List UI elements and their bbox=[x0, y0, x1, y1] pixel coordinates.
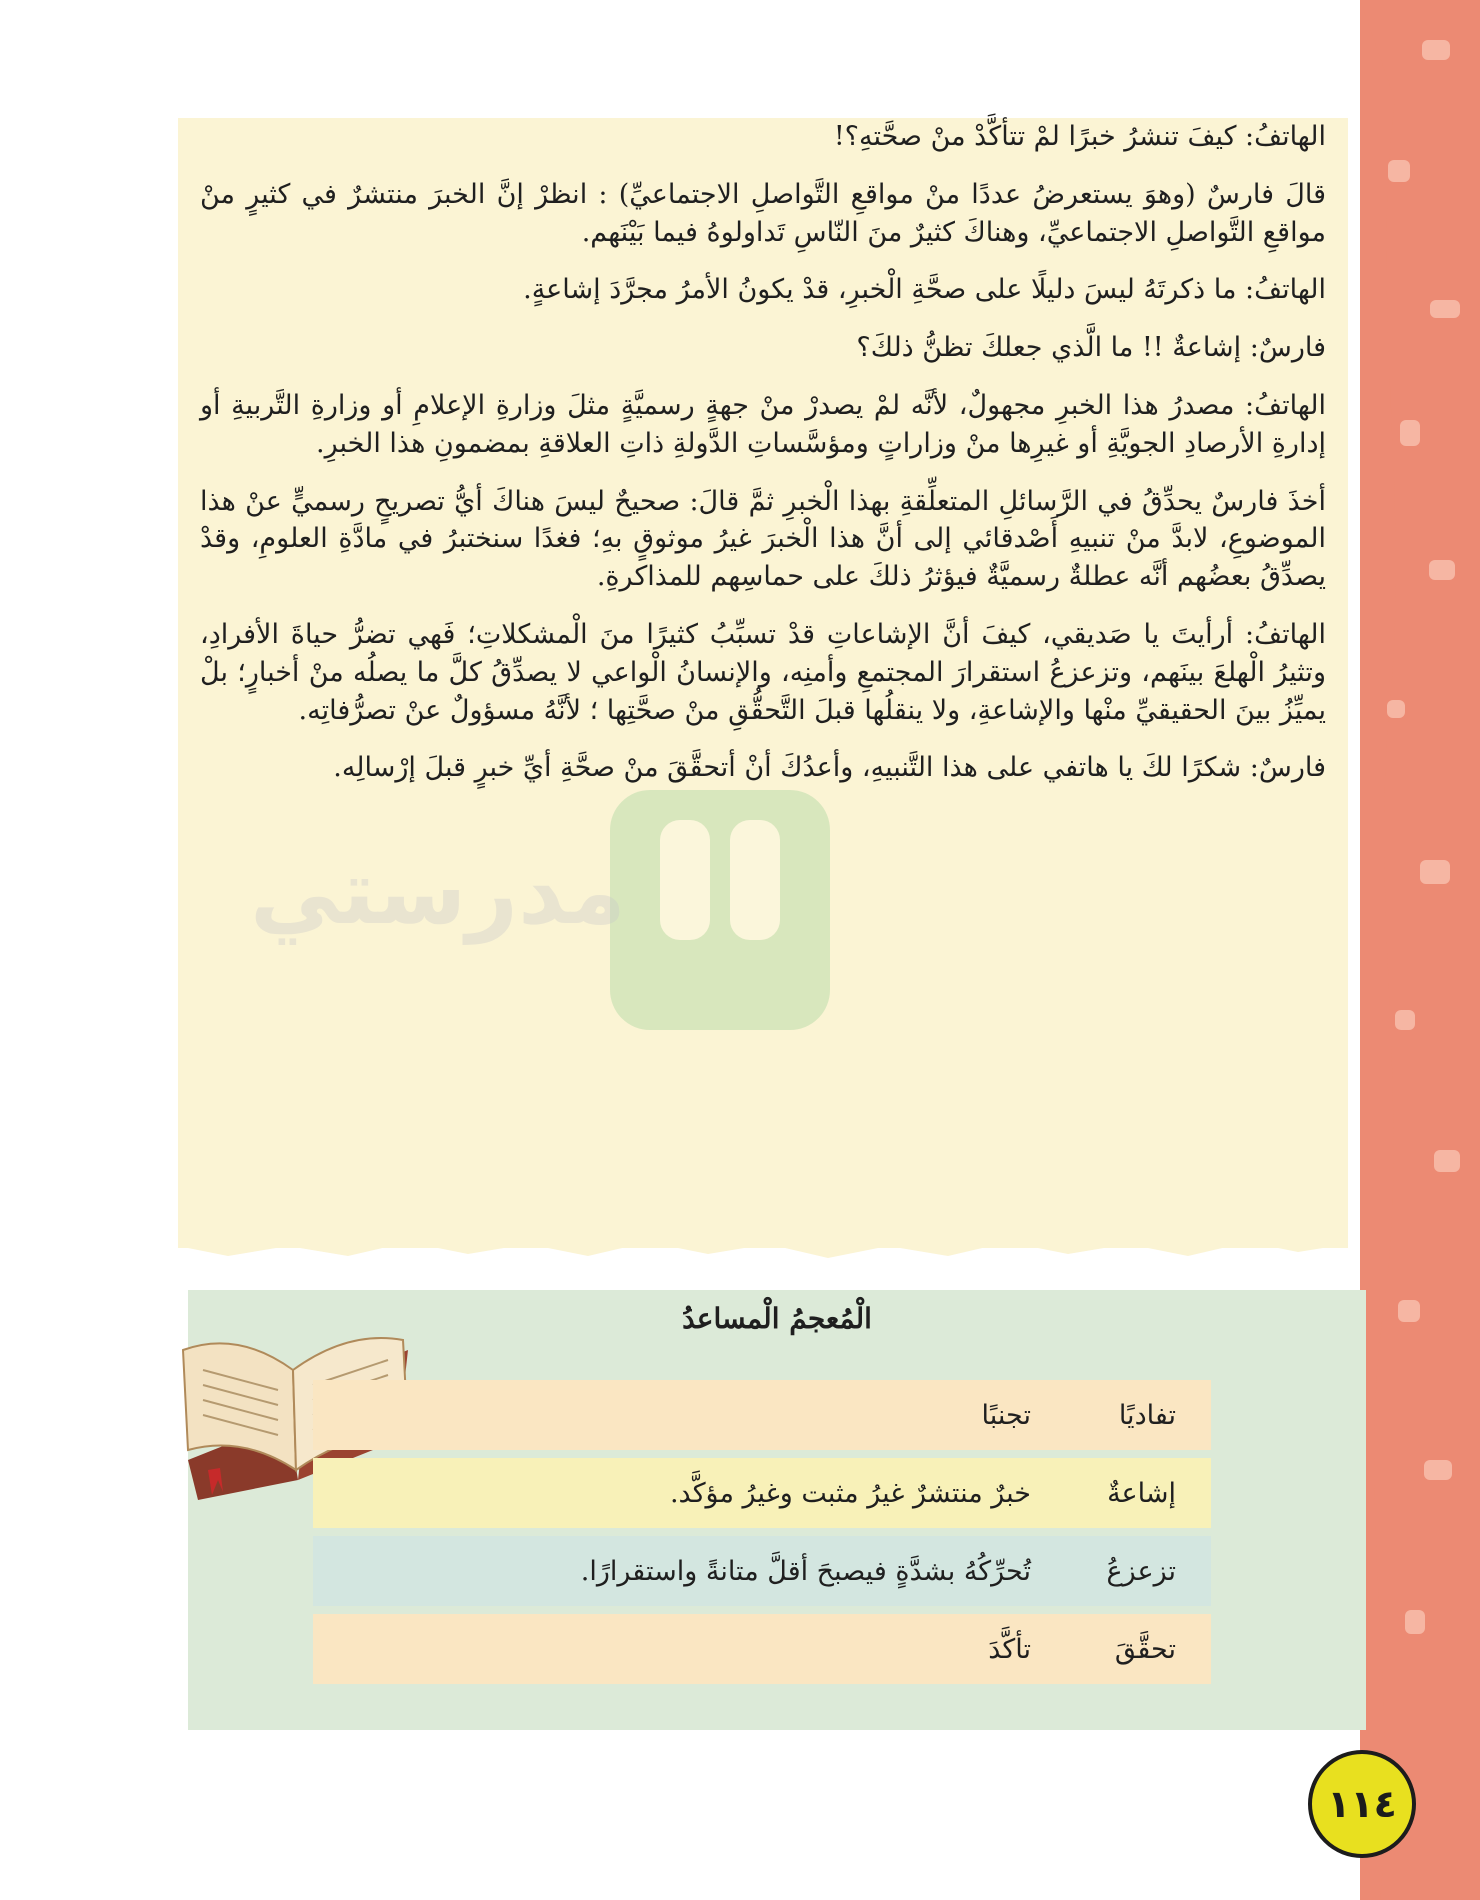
glossary-word: تحقَّقَ bbox=[1114, 1633, 1176, 1665]
glossary-panel bbox=[188, 1290, 1366, 1730]
story-panel bbox=[178, 118, 1348, 1248]
glossary-row bbox=[313, 1614, 1211, 1684]
glossary-meaning: خبرٌ منتشرٌ غيرُ مثبت وغيرُ مؤكَّد. bbox=[669, 1477, 1031, 1509]
watermark-text: مدرستي bbox=[250, 840, 626, 945]
glossary-meaning: تُحرِّكُهُ بشدَّةٍ فيصبحَ أقلَّ متانةً واستقرارًا. bbox=[580, 1555, 1031, 1587]
story-paragraph: الهاتفُ: أرأيتَ يا صَديقي، كيفَ أنَّ الإشاعاتِ قدْ تسبِّبُ كثيرًا منَ الْمشكلاتِ؛ فَهي تضرُّ حياةَ الأفرادِ، وتثيرُ الْهلعَ بينَهم، وتزعزعُ استقرارَ المجتمعِ وأمنِه، والإنسانُ الْواعي لا يصدِّقُ كلَّ ما يصلُه منْ أخبارٍ؛ بلْ يميِّزُ بينَ الحقيقيِّ منْها والإشاعةِ، ولا ينقلُها قبلَ التَّحقُّقِ منْ صحَّتِها ؛ لأنَّهُ مسؤولٌ عنْ تصرُّفاتِه. bbox=[200, 618, 1326, 726]
glossary-word: إشاعةٌ bbox=[1107, 1477, 1176, 1509]
glossary-word: تزعزعُ bbox=[1106, 1555, 1176, 1587]
story-text bbox=[200, 118, 1326, 807]
glossary-row bbox=[313, 1536, 1211, 1606]
story-paragraph: قالَ فارسٌ (وهوَ يستعرضُ عددًا منْ مواقعِ التَّواصلِ الاجتماعيِّ) : انظرْ إنَّ الخبرَ منتشرٌ في كثيرٍ منْ مواقعِ التَّواصلِ الاجتماعيِّ، وهناكَ كثيرٌ منَ النّاسِ تَداولوهُ فيما بَيْنَهم. bbox=[200, 178, 1326, 248]
glossary-row bbox=[313, 1380, 1211, 1450]
story-paragraph: فارسٌ: شكرًا لكَ يا هاتفي على هذا التَّنبيهِ، وأعدُكَ أنْ أتحقَّقَ منْ صحَّةِ أيِّ خبرٍ قبلَ إرْسالِه. bbox=[333, 752, 1326, 784]
glossary-meaning: تأكَّدَ bbox=[988, 1633, 1031, 1665]
glossary-table bbox=[313, 1380, 1211, 1692]
glossary-meaning: تجنبًا bbox=[981, 1399, 1031, 1431]
story-paragraph: أخذَ فارسٌ يحدِّقُ في الرَّسائلِ المتعلِّقةِ بهذا الْخبرِ ثمَّ قالَ: صحيحٌ ليسَ هناكَ أيُّ تصريحٍ رسميٍّ عنْ هذا الموضوعِ، لابدَّ منْ تنبيهِ أَصْدقائي إلى أنَّ هذا الْخبرَ غيرُ موثوقٍ بهِ؛ فغدًا سنختبرُ في مادَّةِ العلومِ، وقدْ يصدِّقُ بعضُهم أنَّه عطلةٌ رسميَّةٌ فيؤثرُ ذلكَ على حماسِهم للمذاكرةِ. bbox=[200, 485, 1326, 593]
glossary-row bbox=[313, 1458, 1211, 1528]
story-paragraph: الهاتفُ: ما ذكرتَهُ ليسَ دليلًا على صحَّةِ الْخبرِ، قدْ يكونُ الأمرُ مجرَّدَ إشاعةٍ. bbox=[523, 274, 1326, 306]
story-paragraph: فارسٌ: إشاعةٌ !! ما الَّذي جعلكَ تظنُّ ذلكَ؟ bbox=[856, 332, 1326, 364]
story-paragraph: الهاتفُ: كيفَ تنشرُ خبرًا لمْ تتأكَّدْ منْ صحَّتهِ؟! bbox=[833, 121, 1326, 152]
page-number: ١١٤ bbox=[1308, 1750, 1416, 1858]
glossary-word: تفاديًا bbox=[1118, 1399, 1176, 1431]
glossary-title: الْمُعجمُ الْمساعدُ bbox=[682, 1302, 872, 1335]
story-paragraph: الهاتفُ: مصدرُ هذا الخبرِ مجهولٌ، لأنَّه لمْ يصدرْ منْ جهةٍ رسميَّةٍ مثلَ وزارةِ الإعلامِ أو وزارةِ التَّربيةِ أو إدارةِ الأرصادِ الجويَّةِ أو غيرِها منْ وزاراتٍ ومؤسَّساتِ الدَّولةِ ذاتِ العلاقةِ بمضمونِ هذا الخبرِ. bbox=[200, 389, 1326, 459]
